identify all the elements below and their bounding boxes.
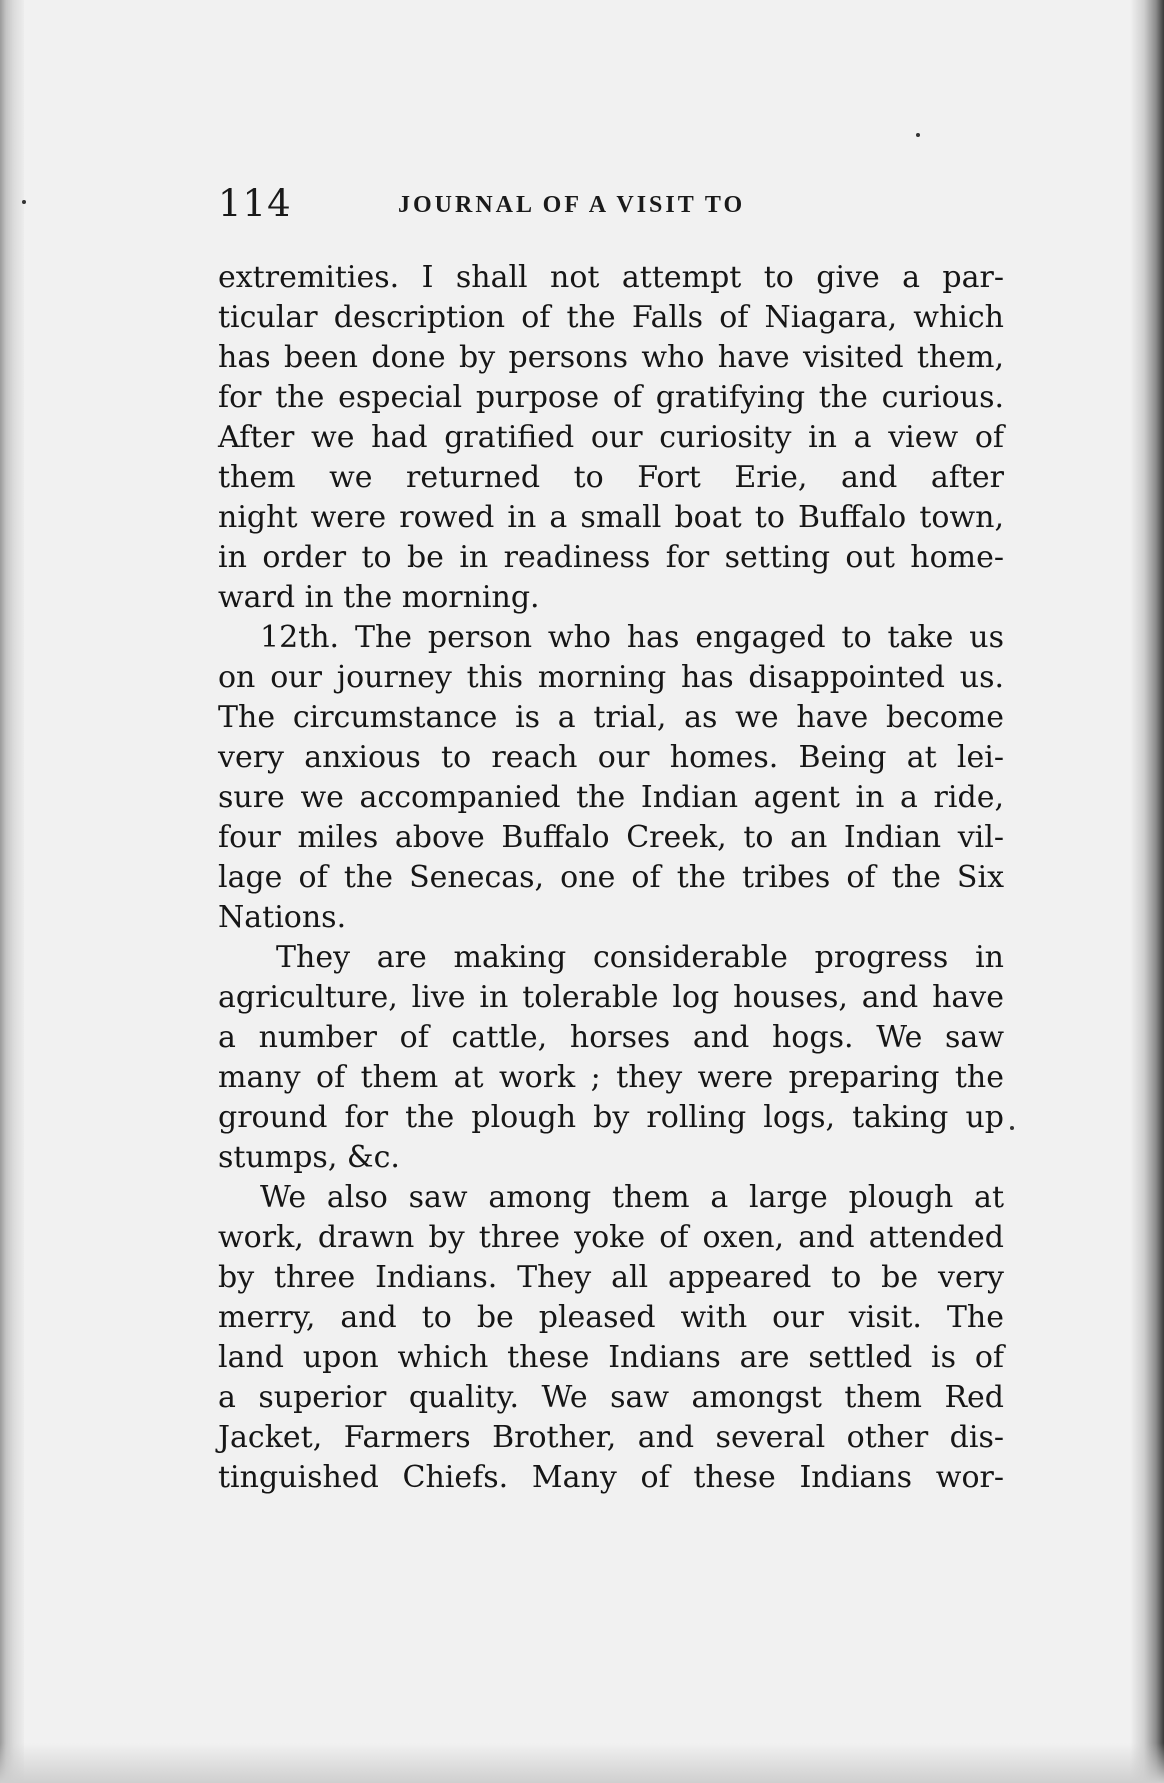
text-line: stumps, &c. xyxy=(218,1140,400,1175)
paper-fleck xyxy=(916,133,920,137)
text-line: Jacket, Farmers Brother, and several other dis- xyxy=(218,1420,1004,1455)
text-line: many of them at work ; they were preparing the xyxy=(218,1060,1004,1095)
text-line: them we returned to Fort Erie, and after xyxy=(218,460,1004,495)
body-text xyxy=(218,258,1004,1498)
text-line: agriculture, live in tolerable log houses, and have xyxy=(218,980,1004,1015)
page-number: 114 xyxy=(218,182,292,225)
text-line: has been done by persons who have visited them, xyxy=(218,340,1004,375)
text-line: a number of cattle, horses and hogs. We saw xyxy=(218,1020,1004,1055)
text-line: on our journey this morning has disappointed us. xyxy=(218,660,1004,695)
text-line: a superior quality. We saw amongst them Red xyxy=(218,1380,1004,1415)
text-line: land upon which these Indians are settled is of xyxy=(218,1340,1004,1375)
paragraph-start-line: We also saw among them a large plough at xyxy=(260,1180,1004,1215)
text-line: ticular description of the Falls of Niagara, which xyxy=(218,300,1004,335)
text-line: After we had gratified our curiosity in a view of xyxy=(218,420,1004,455)
text-line: very anxious to reach our homes. Being at lei- xyxy=(218,740,1004,775)
running-head: JOURNAL OF A VISIT TO xyxy=(398,192,746,218)
paper-fleck xyxy=(1010,1126,1014,1130)
text-line: for the especial purpose of gratifying the curious. xyxy=(218,380,1004,415)
text-line: four miles above Buffalo Creek, to an Indian vil- xyxy=(218,820,1004,855)
text-line: Nations. xyxy=(218,900,347,935)
text-line: lage of the Senecas, one of the tribes of the Six xyxy=(218,860,1004,895)
text-line: extremities. I shall not attempt to give a par- xyxy=(218,260,1004,295)
text-line: ground for the plough by rolling logs, taking up xyxy=(218,1100,1004,1135)
text-line: ward in the morning. xyxy=(218,580,540,615)
text-line: tinguished Chiefs. Many of these Indians wor- xyxy=(218,1460,1004,1495)
text-line: by three Indians. They all appeared to be very xyxy=(218,1260,1004,1295)
page-header xyxy=(218,182,1004,232)
page-bottom-shadow xyxy=(0,1743,1164,1783)
paper-fleck xyxy=(22,200,26,204)
text-line: night were rowed in a small boat to Buffalo town, xyxy=(218,500,1004,535)
text-line: The circumstance is a trial, as we have become xyxy=(218,700,1004,735)
page-gutter-shadow xyxy=(0,0,24,1783)
text-line: in order to be in readiness for setting out home- xyxy=(218,540,1004,575)
text-line: merry, and to be pleased with our visit. The xyxy=(218,1300,1004,1335)
paragraph-start-line: They are making considerable progress in xyxy=(276,940,1004,975)
page-edge-shadow xyxy=(1130,0,1164,1783)
paragraph-start-line: 12th. The person who has engaged to take us xyxy=(260,620,1004,655)
text-line: sure we accompanied the Indian agent in a ride, xyxy=(218,780,1004,815)
text-line: work, drawn by three yoke of oxen, and attended xyxy=(218,1220,1004,1255)
